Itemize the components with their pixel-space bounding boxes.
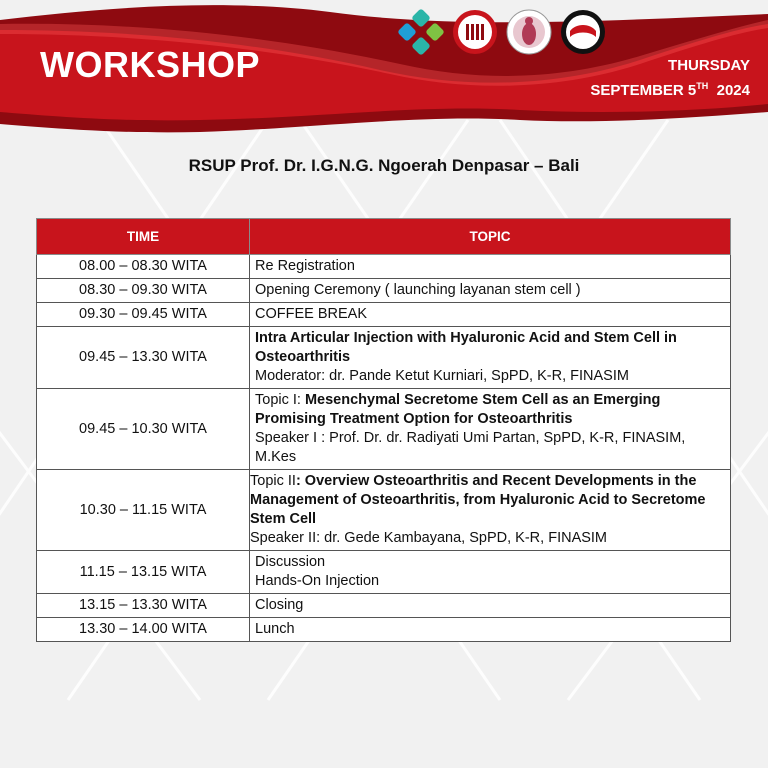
event-day: THURSDAY (668, 57, 750, 74)
date-year: 2024 (716, 82, 750, 99)
topic-cell (250, 470, 731, 551)
session-title-line (250, 472, 725, 529)
topic-cell (250, 389, 731, 470)
event-full-date (590, 76, 750, 101)
table-header-row (37, 219, 731, 255)
table-row (37, 551, 731, 594)
time-column-header: TIME (37, 219, 250, 255)
topic-column-header: TOPIC (250, 219, 731, 255)
session-person: Speaker II: dr. Gede Kambayana, SpPD, K-R, FINASIM (250, 530, 608, 546)
topic-cell (250, 327, 731, 389)
table-row (37, 255, 731, 279)
topic-cell: Lunch (250, 618, 731, 642)
session-title: : Overview Osteoarthritis and Recent Developments in the Management of Osteoarthritis, from Hyaluronic Acid to Secretome Stem Cell (250, 473, 706, 527)
ministry-health-logo (398, 9, 444, 55)
topic-cell: Closing (250, 594, 731, 618)
schedule-table (36, 218, 731, 642)
topic-cell (250, 551, 731, 594)
session-person: Speaker I : Prof. Dr. dr. Radiyati Umi Partan, SpPD, K-R, FINASIM, M.Kes (255, 430, 686, 465)
time-cell: 10.30 – 11.15 WITA (37, 470, 250, 551)
session-title: Intra Articular Injection with Hyaluronic Acid and Stem Cell in Osteoarthritis (255, 330, 677, 365)
ipdi-logo (452, 9, 498, 55)
topic-prefix: Topic II (250, 473, 296, 489)
table-row (37, 327, 731, 389)
session-title-line (255, 391, 725, 429)
time-cell: 09.45 – 13.30 WITA (37, 327, 250, 389)
table-row (37, 470, 731, 551)
table-row (37, 618, 731, 642)
time-cell: 13.30 – 14.00 WITA (37, 618, 250, 642)
table-row (37, 303, 731, 327)
date-month-day: SEPTEMBER 5 (590, 82, 697, 99)
topic-prefix: Topic I: (255, 392, 305, 408)
page-title: WORKSHOP (40, 44, 260, 85)
session-title: Mesenchymal Secretome Stem Cell as an Emerging Promising Treatment Option for Osteoarthritis (255, 392, 661, 427)
table-row (37, 389, 731, 470)
topic-cell: Re Registration (250, 255, 731, 279)
topic-line: Hands-On Injection (255, 573, 380, 589)
rheumatology-logo (506, 9, 552, 55)
table-row (37, 594, 731, 618)
event-date (590, 56, 750, 101)
ira-logo (560, 9, 606, 55)
logo-group (398, 9, 606, 55)
venue-heading: RSUP Prof. Dr. I.G.N.G. Ngoerah Denpasar – Bali (188, 156, 580, 175)
topic-cell: Opening Ceremony ( launching layanan stem cell ) (250, 279, 731, 303)
time-cell: 13.15 – 13.30 WITA (37, 594, 250, 618)
time-cell: 08.30 – 09.30 WITA (37, 279, 250, 303)
time-cell: 11.15 – 13.15 WITA (37, 551, 250, 594)
time-cell: 08.00 – 08.30 WITA (37, 255, 250, 279)
time-cell: 09.30 – 09.45 WITA (37, 303, 250, 327)
session-person: Moderator: dr. Pande Ketut Kurniari, SpPD, K-R, FINASIM (255, 368, 629, 384)
table-row (37, 279, 731, 303)
date-suffix: TH (696, 81, 709, 91)
time-cell: 09.45 – 10.30 WITA (37, 389, 250, 470)
topic-line: Discussion (255, 554, 326, 570)
topic-cell: COFFEE BREAK (250, 303, 731, 327)
